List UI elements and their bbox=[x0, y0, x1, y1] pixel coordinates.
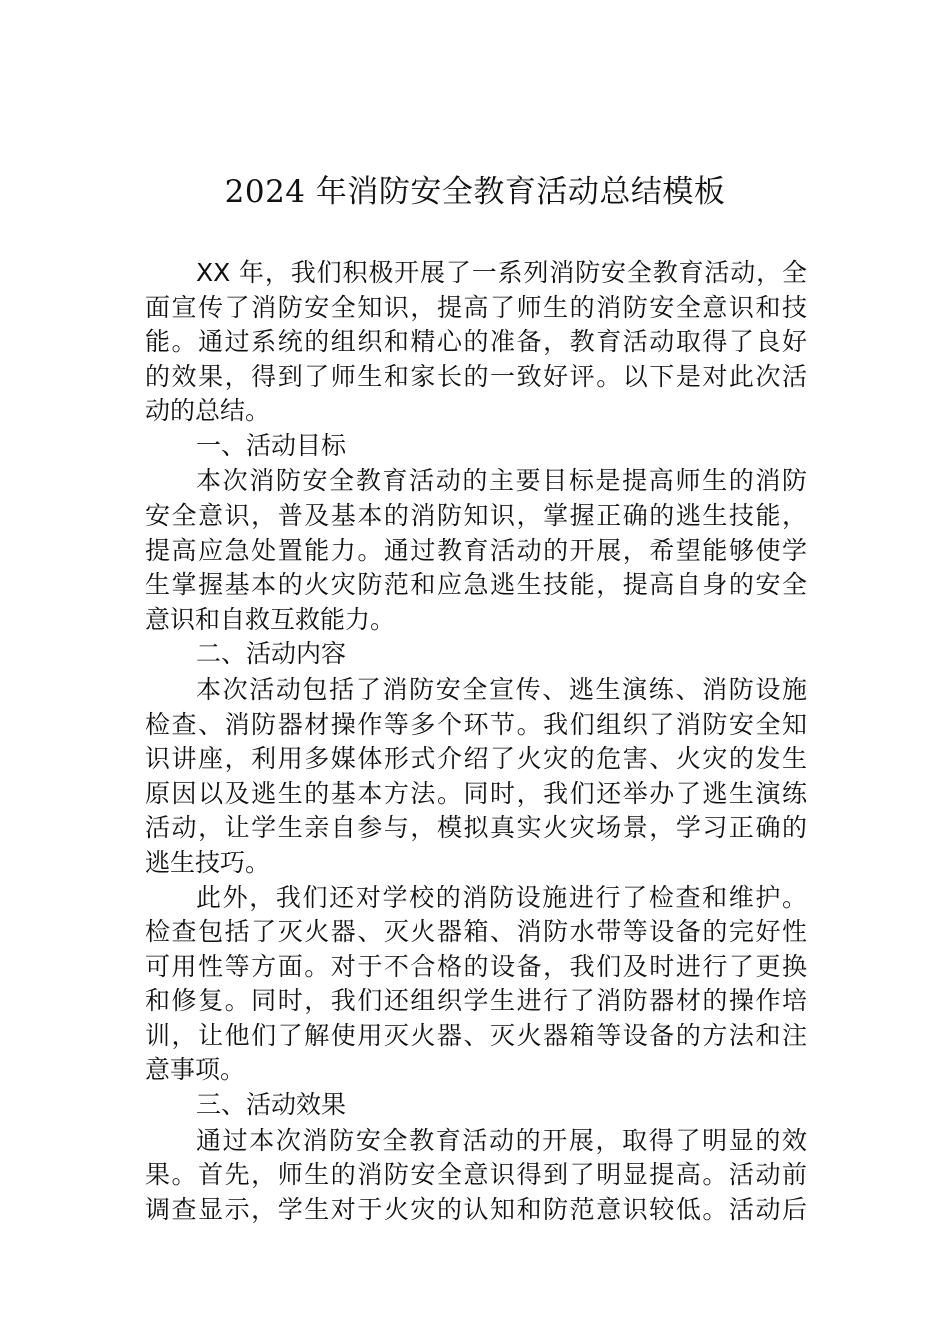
text-line: 三、活动效果 bbox=[196, 1090, 347, 1120]
text-line: 一、活动目标 bbox=[196, 430, 347, 460]
text-line: 提高应急处置能力。通过教育活动的开展，希望能够使学 bbox=[145, 535, 807, 565]
text-line: 生掌握基本的火灾防范和应急逃生技能，提高自身的安全 bbox=[145, 570, 807, 600]
text-line: 果。首先，师生的消防安全意识得到了明显提高。活动前 bbox=[145, 1160, 807, 1190]
section-heading bbox=[145, 429, 807, 465]
text-line: 和修复。同时，我们还组织学生进行了消防器材的操作培 bbox=[145, 986, 807, 1016]
paragraph bbox=[145, 464, 807, 637]
text-line: 意事项。 bbox=[145, 1055, 246, 1085]
text-line: 调查显示，学生对于火灾的认知和防范意识较低。活动后 bbox=[145, 1194, 807, 1224]
text-line: 检查、消防器材操作等多个环节。我们组织了消防安全知 bbox=[145, 709, 807, 739]
text-line: 原因以及逃生的基本方法。同时，我们还举办了逃生演练 bbox=[145, 778, 807, 808]
text-line: 的效果，得到了师生和家长的一致好评。以下是对此次活 bbox=[145, 361, 807, 391]
text-line: 检查包括了灭火器、灭火器箱、消防水带等设备的完好性 bbox=[145, 917, 807, 947]
paragraph bbox=[145, 673, 807, 881]
text-line: 识讲座，利用多媒体形式介绍了火灾的危害、火灾的发生 bbox=[145, 744, 807, 774]
paragraph bbox=[145, 1124, 807, 1228]
text-line: 训，让他们了解使用灭火器、灭火器箱等设备的方法和注 bbox=[145, 1020, 807, 1050]
text-line: 动的总结。 bbox=[145, 396, 271, 426]
text-line: 本次消防安全教育活动的主要目标是提高师生的消防 bbox=[196, 466, 807, 496]
document-body bbox=[145, 256, 807, 1227]
section-heading bbox=[145, 1088, 807, 1124]
text-line: 可用性等方面。对于不合格的设备，我们及时进行了更换 bbox=[145, 951, 807, 981]
text-line: 本次活动包括了消防安全宣传、逃生演练、消防设施 bbox=[196, 674, 807, 704]
text-line: 通过本次消防安全教育活动的开展，取得了明显的效 bbox=[196, 1125, 807, 1155]
text-line: 二、活动内容 bbox=[196, 639, 347, 669]
document-title: 2024 年消防安全教育活动总结模板 bbox=[224, 174, 726, 210]
paragraph bbox=[145, 881, 807, 1089]
text-line: XX 年，我们积极开展了一系列消防安全教育活动，全 bbox=[196, 258, 807, 287]
text-line: 能。通过系统的组织和精心的准备，教育活动取得了良好 bbox=[145, 327, 807, 357]
text-line: 意识和自救互救能力。 bbox=[145, 604, 396, 634]
paragraph bbox=[145, 256, 807, 429]
text-line: 面宣传了消防安全知识，提高了师生的消防安全意识和技 bbox=[145, 292, 807, 322]
section-heading bbox=[145, 637, 807, 673]
text-line: 逃生技巧。 bbox=[145, 847, 271, 877]
text-line: 此外，我们还对学校的消防设施进行了检查和维护。 bbox=[196, 882, 807, 912]
text-line: 活动，让学生亲自参与，模拟真实火灾场景，学习正确的 bbox=[145, 813, 807, 843]
text-line: 安全意识，普及基本的消防知识，掌握正确的逃生技能， bbox=[145, 501, 807, 531]
